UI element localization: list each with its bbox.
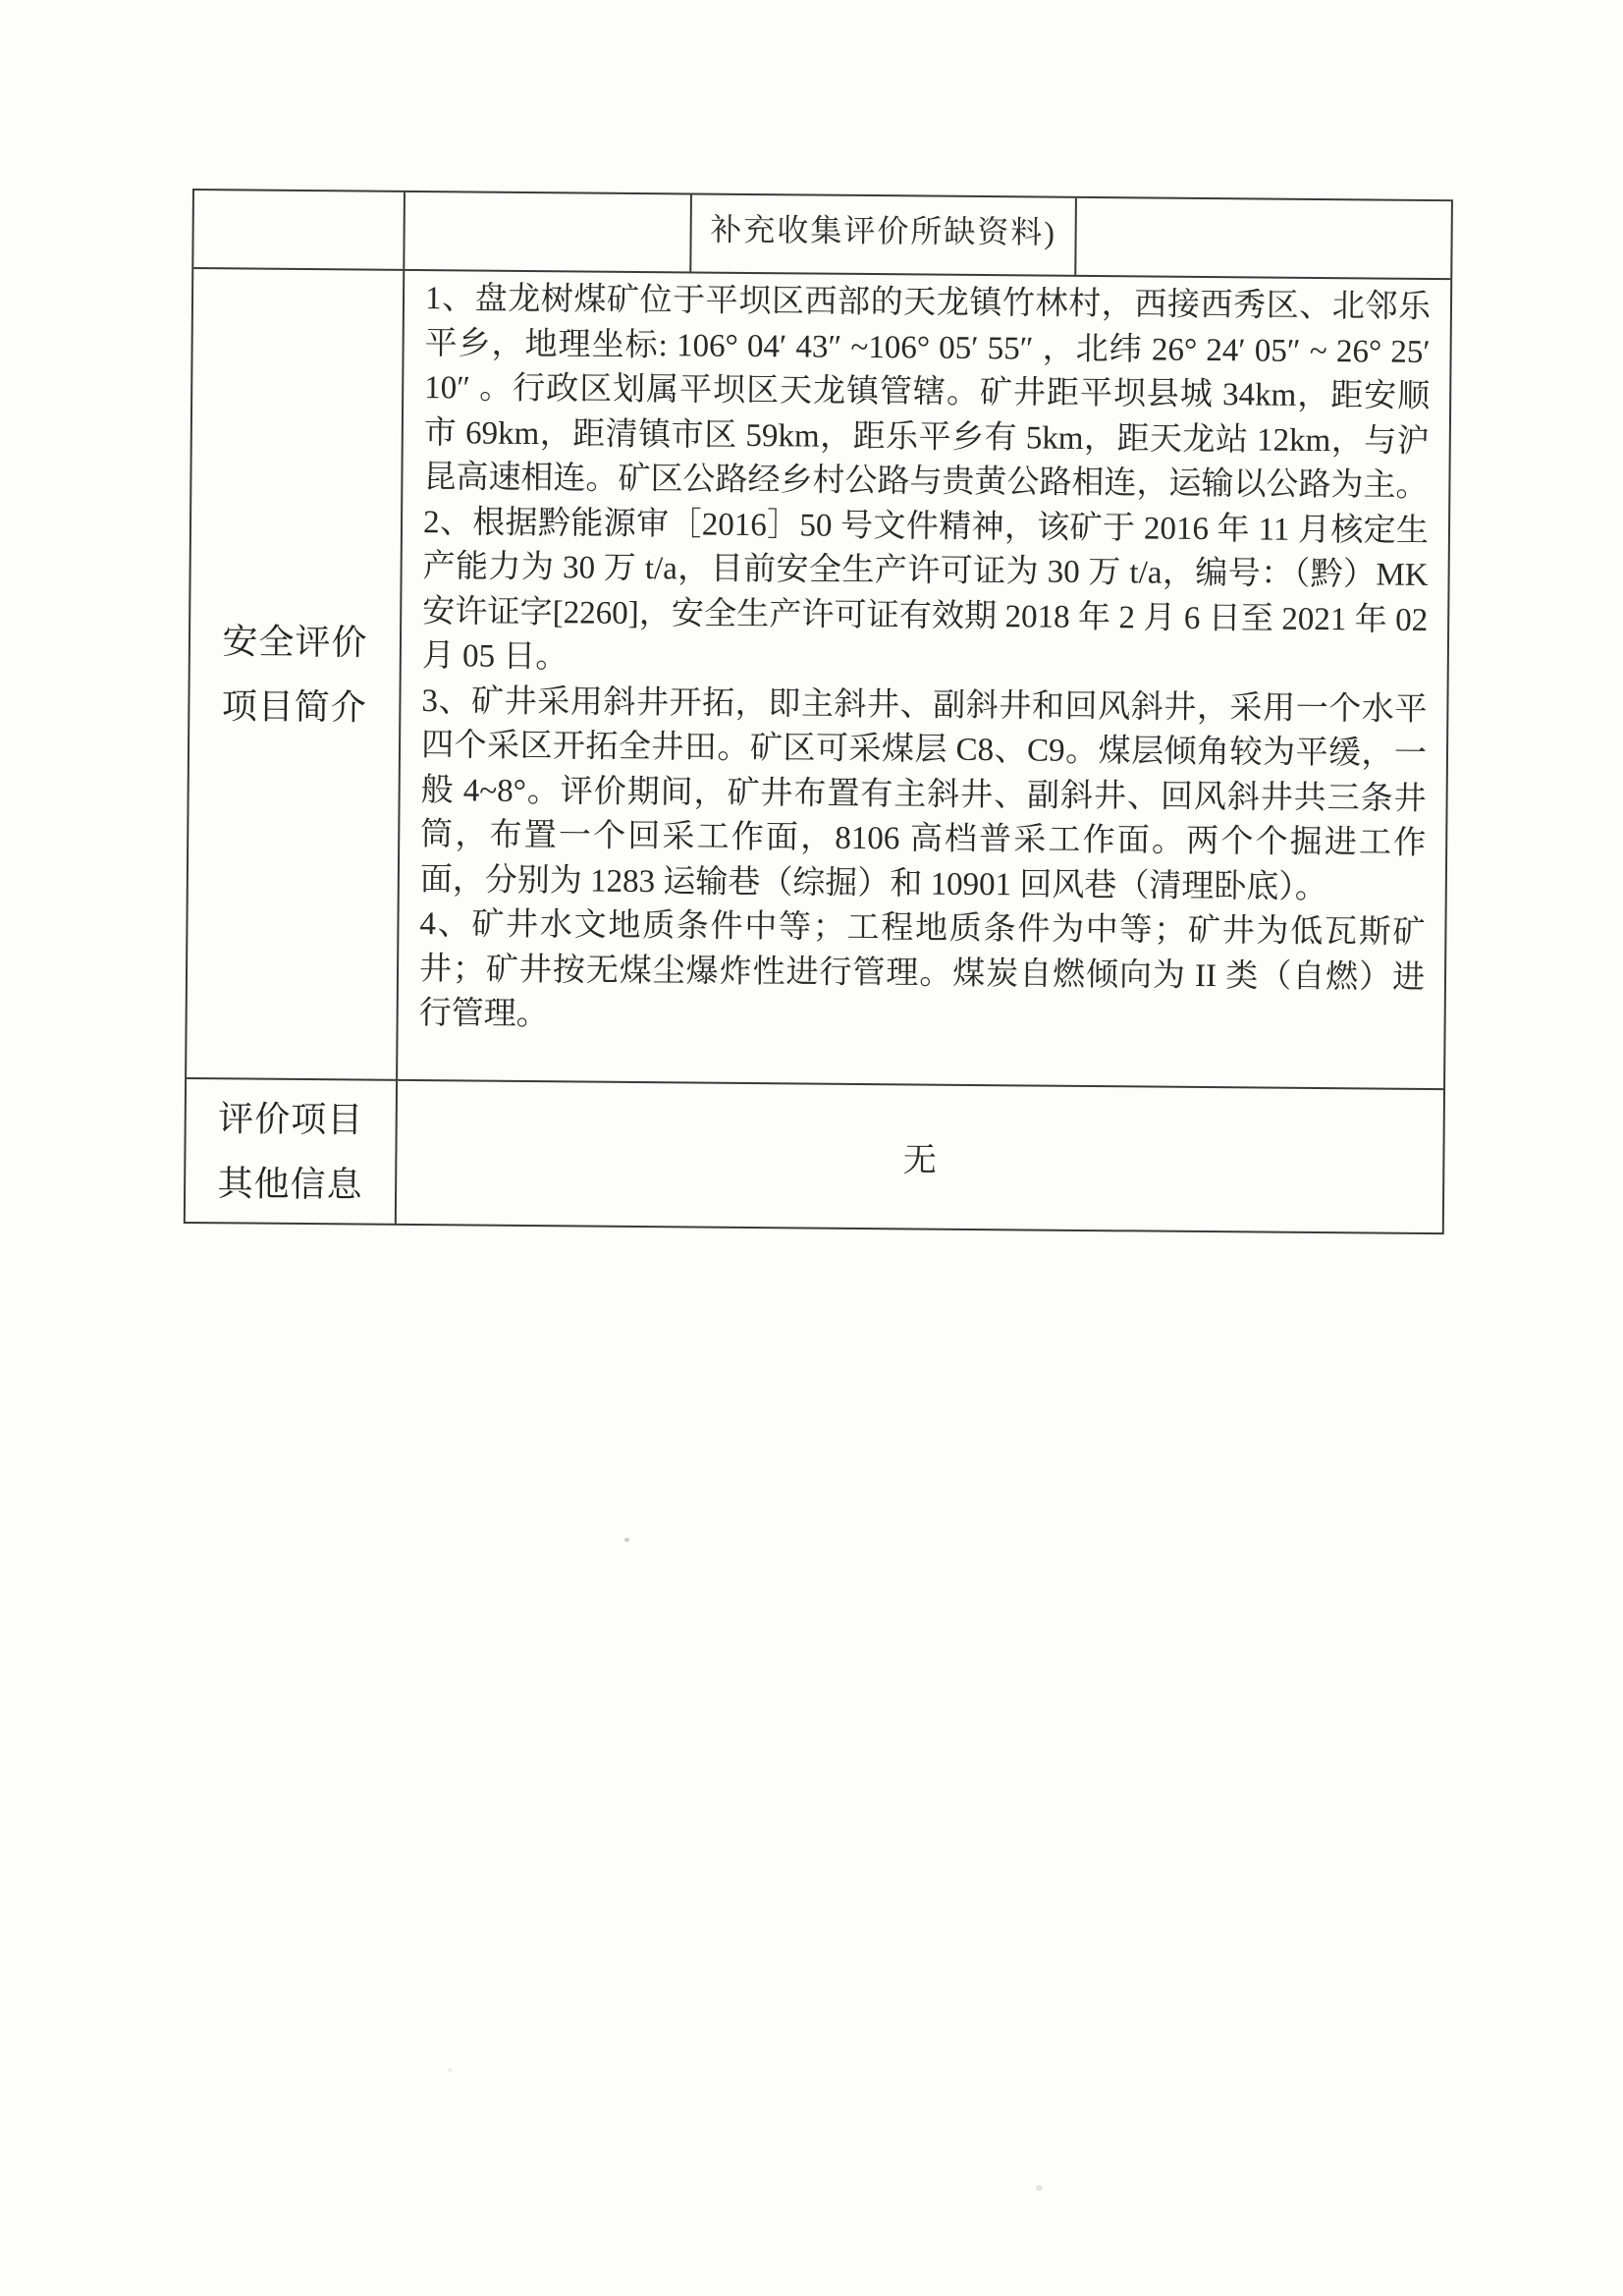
other-info-value: 无	[902, 1142, 938, 1179]
continuation-cell-empty-1	[193, 191, 406, 269]
intro-paragraph-4: 4、矿井水文地质条件中等；工程地质条件为中等；矿井为低瓦斯矿井；矿井按无煤尘爆炸性进行管理。煤炭自燃倾向为 II 类（自燃）进行管理。	[418, 906, 1426, 1033]
other-info-label-line-2: 其他信息	[217, 1163, 363, 1205]
intro-paragraph-3: 3、矿井采用斜井开拓，即主斜井、副斜井和回风斜井，采用一个水平四个采区开拓全井田。矿区可采煤层 C8、C9。煤层倾角较为平缓，一般 4~8°。评价期间，矿井布置有主斜井、副斜井、回风斜井共三条井筒，布置一个回采工作面，8106 高档普采工作面。两个个掘进工作面，分别为 1283 运输巷（综掘）和 10901 回风巷（清理卧底）。	[419, 683, 1428, 905]
intro-row-label	[187, 269, 405, 1079]
other-info-label	[186, 1079, 398, 1224]
other-info-row	[186, 1079, 1443, 1232]
safety-evaluation-table	[184, 189, 1453, 1234]
continuation-cell-empty-2	[405, 192, 692, 272]
intro-label-line-2: 项目简介	[221, 685, 368, 728]
intro-paragraph-2: 2、根据黔能源审［2016］50 号文件精神，该矿于 2016 年 11 月核定生产能力为 30 万 t/a，目前安全生产许可证为 30 万 t/a，编号：（黔）MK 安许证字[2260]，安全生产许可证有效期 2018 年 2 月 6 日至 2021 年 02 月 05 日。	[421, 504, 1430, 676]
intro-row-content	[398, 271, 1450, 1088]
intro-paragraph-1: 1、盘龙树煤矿位于平坝区西部的天龙镇竹林村，西接西秀区、北邻乐平乡，地理坐标: 106° 04′ 43″ ~106° 05′ 55″ ，北纬 26° 24′ 05″ ~ 26° 25′ 10″ 。行政区划属平坝区天龙镇管辖。矿井距平坝县城 34km，距安顺市 69km，距清镇市区 59km，距乐平乡有 5km，距天龙站 12km，与沪昆高速相连。矿区公路经乡村公路与贵黄公路相连，运输以公路为主。	[423, 281, 1432, 504]
intro-label-line-1: 安全评价	[222, 621, 368, 663]
continuation-note-text: 补充收集评价所缺资料)	[710, 211, 1057, 250]
continuation-note-cell	[691, 194, 1077, 274]
continuation-cell-empty-3	[1076, 198, 1451, 278]
intro-row	[187, 269, 1450, 1090]
continuation-row	[193, 191, 1451, 280]
other-info-label-line-1: 评价项目	[218, 1098, 364, 1140]
other-info-content	[397, 1081, 1443, 1232]
